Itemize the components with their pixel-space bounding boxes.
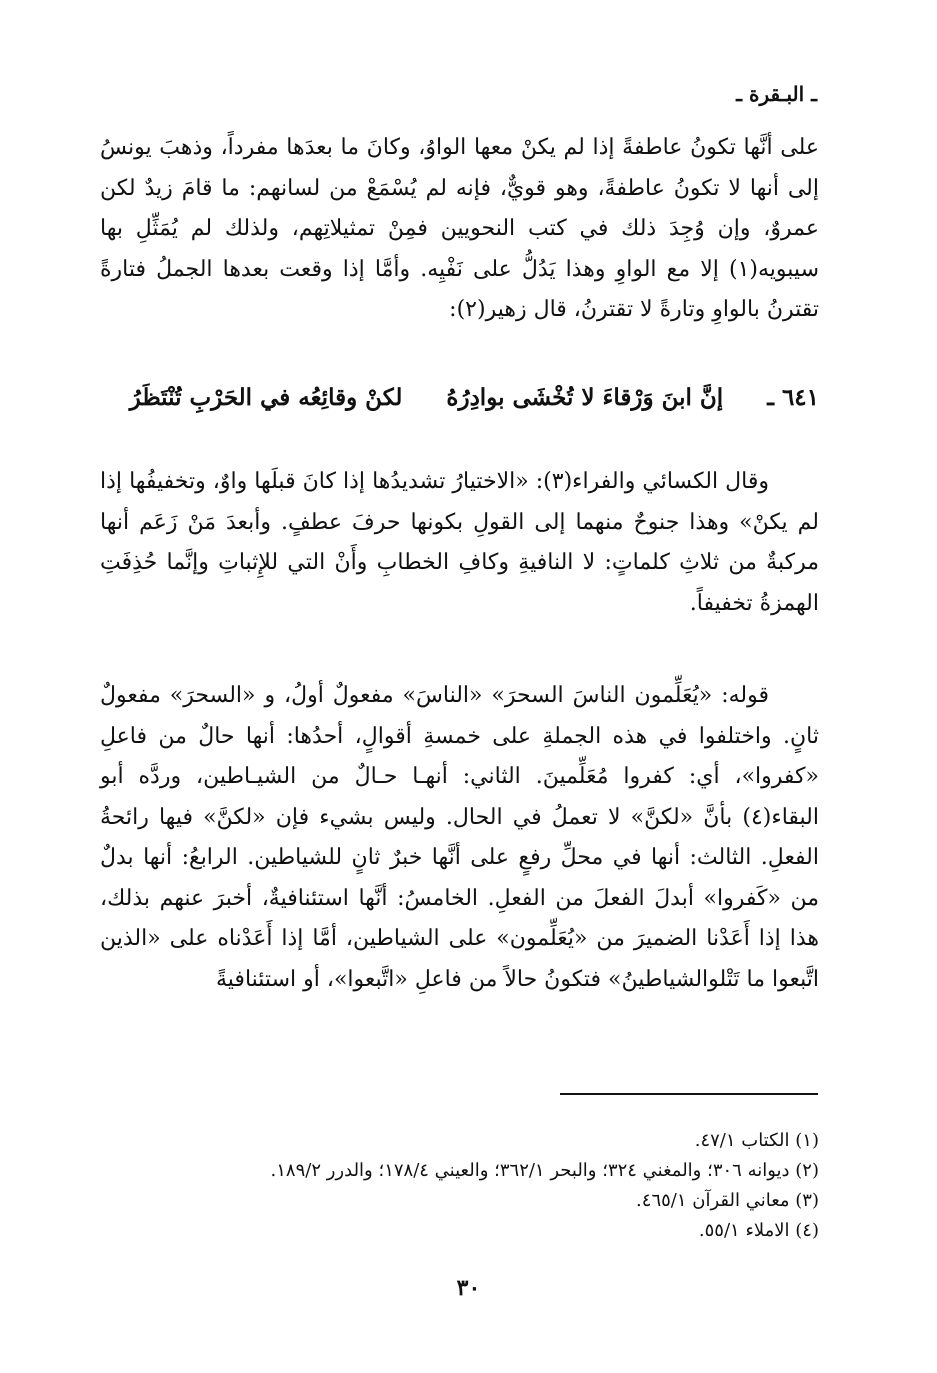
footnote-1: (١) الكتاب ٤٧/١. bbox=[694, 1130, 819, 1151]
verse-first-hemistich: إنَّ ابنَ وَرْقاءَ لا تُخْشَى بوادِرُهُ bbox=[446, 384, 724, 411]
page-number: ٣٠ bbox=[456, 1275, 481, 1301]
running-header: ـ البـقرة ـ bbox=[736, 82, 817, 106]
footnote-4: (٤) الاملاء ٥٥/١. bbox=[698, 1220, 819, 1241]
paragraph-1: على أنَّها تكونُ عاطفةً إذا لم يكنْ معها الواوُ، وكانَ ما بعدَها مفرداً، وذهبَ يونسُ إلى أنها لا تكونُ عاطفةً، وهو قويٌّ، فإنه لم يُسْمَعْ من لسانهم: ما قامَ زيدٌ لكن عمروٌ، وإن وُجِدَ ذلك في كتب النحويين فمِنْ تمثيلاتِهم، ولذلك لم يُمَثِّلِ بها سيبويه(١) إلا مع الواوِ وهذا يَدُلُّ على نَفْيِه. وأمَّا إذا وقعت بعدها الجملُ فتارةً تقترنُ بالواوِ وتارةً لا تقترنُ، قال زهير(٢): bbox=[100, 135, 819, 322]
footnotes bbox=[100, 1126, 819, 1246]
verse-number: ٦٤١ ـ bbox=[767, 384, 819, 411]
paragraph-2: وقال الكسائي والفراء(٣): «الاختيارُ تشديدُها إذا كانَ قبلَها واوٌ، وتخفيفُها إذا لم يكنْ» وهذا جنوحٌ منهما إلى القولِ بكونها حرفَ عطفٍ. وأبعدَ مَنْ زَعَم أنها مركبةٌ من ثلاثِ كلماتٍ: لا النافيةِ وكافِ الخطابِ وأَنْ التي للإِثباتِ وإنَّما حُذِفَتِ الهمزةُ تخفيفاً. bbox=[100, 469, 819, 616]
footnote-2: (٢) ديوانه ٣٠٦؛ والمغني ٣٢٤؛ والبحر ٣٦٢/١؛ والعيني ١٧٨/٤؛ والدرر ١٨٩/٢. bbox=[270, 1160, 819, 1181]
verse-line bbox=[100, 378, 819, 418]
verse-second-hemistich: لكنْ وقائِعُه في الحَرْبِ تُنْتَظَرُ bbox=[129, 384, 403, 411]
paragraph-3: قوله: «يُعَلِّمون الناسَ السحرَ» «الناسَ» مفعولٌ أولُ، و «السحرَ» مفعولٌ ثانٍ. واختلفوا في هذه الجملةِ على خمسةِ أقوالٍ، أحدُها: أنها حالٌ من فاعلِ «كفروا»، أي: كفروا مُعَلِّمينَ. الثاني: أنهـا حـالٌ من الشيـاطين، وردَّه أبو البقاء(٤) بأنَّ «لكنَّ» لا تعملُ في الحال. وليس بشيء فإن «لكنَّ» فيها رائحةُ الفعلِ. الثالث: أنها في محلِّ رفعٍ على أنَّها خبرٌ ثانٍ للشياطين. الرابعُ: أنها بدلٌ من «كَفروا» أبدلَ الفعلَ من الفعلِ. الخامسُ: أنَّها استئنافيةٌ، أخبرَ عنهم بذلك، هذا إذا أَعَدْنا الضميرَ من «يُعَلِّمون» على الشياطين، أمَّا إذا أَعَدْناه على «الذين اتَّبعوا ما تَتْلوالشياطينُ» فتكونُ حالاً من فاعلِ «اتَّبعوا»، أو استئنافيةً bbox=[100, 683, 819, 992]
footnote-3: (٣) معاني القرآن ٤٦٥/١. bbox=[636, 1190, 819, 1211]
footnote-divider bbox=[560, 1093, 818, 1095]
